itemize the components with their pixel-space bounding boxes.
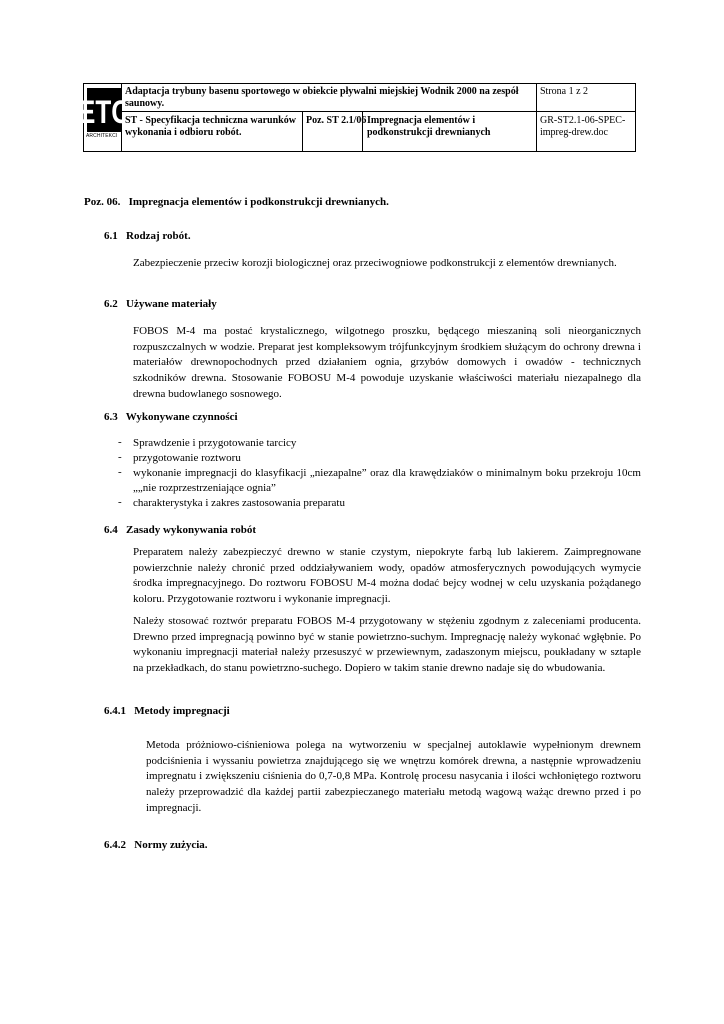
header-table	[78, 83, 636, 152]
header-spec: ST - Specyfikacja techniczna warunków wykonania i odbioru robót.	[125, 115, 296, 138]
section-6-2-title: 6.2 Używane materiały	[104, 298, 217, 310]
header-impregnacja: Impregnacja elementów i podkonstrukcji drewnianych	[367, 115, 491, 138]
header-filename: GR-ST2.1-06-SPEC-impreg-drew.doc	[540, 115, 626, 138]
section-6-4-text-2: Należy stosować roztwór preparatu FOBOS M-4 przygotowany w stężeniu zgodnym z zaleceniami producenta. Drewno przed impregnacją powinno być w stanie powietrzno-suchym. Impregnację należy wykonać wgłębnie. Po wykonaniu impregnacji materiał należy przesuszyć w przewiewnym, zadaszonym miejscu, poukładany w sztaple na przekładkach, do stanu powietrzno-suchego. Dopiero w takim stanie drewno nadaje się do wbudowania.	[133, 615, 641, 675]
header-page-number: Strona 1 z 2	[540, 86, 589, 97]
header-title: Adaptacja trybuny basenu sportowego w obiekcie pływalni miejskiej Wodnik 2000 na zespół saunowy.	[125, 86, 519, 109]
section-6-4-title: 6.4 Zasady wykonywania robót	[104, 524, 256, 536]
bullet-dash: -	[118, 436, 122, 448]
section-6-1-text: Zabezpieczenie przeciw korozji biologicznej oraz przeciwogniowe podkonstrukcji z elementów drewnianych.	[133, 257, 617, 269]
document-heading: Poz. 06. Impregnacja elementów i podkonstrukcji drewnianych.	[84, 196, 389, 208]
header-poz: Poz. ST 2.1/06	[306, 115, 367, 126]
list-item: Sprawdzenie i przygotowanie tarcicy	[133, 437, 297, 449]
section-6-4-2-title: 6.4.2 Normy zużycia.	[104, 839, 208, 851]
list-item: charakterystyka i zakres zastosowania preparatu	[133, 497, 345, 509]
logo-subtext: ARCHITEKCI	[86, 133, 118, 139]
list-item: wykonanie impregnacji do klasyfikacji „niezapalne” oraz dla krawędziaków o minimalnym boku przekroju 10cm „„nie rozprzestrzeniające ognia”	[133, 467, 641, 494]
section-6-2-text: FOBOS M-4 ma postać krystalicznego, wilgotnego proszku, będącego mieszaniną soli nieorganicznych rozpuszczalnych w wodzie. Preparat jest kompleksowym trójfunkcyjnym środkiem służącym do ochrony drewna i materiałów drewnopochodnych przed działaniem ognia, grzybów domowych i owadów - technicznych szkodników drewna. Stosowanie FOBOSU M-4 powoduje uzyskanie właściwości materiału niezapalnego dla drewna budowlanego sosnowego.	[133, 325, 641, 400]
list-item: przygotowanie roztworu	[133, 452, 241, 464]
bullet-dash: -	[118, 451, 122, 463]
bullet-dash: -	[118, 466, 122, 478]
section-6-1-title: 6.1 Rodzaj robót.	[104, 230, 191, 242]
section-6-4-1-title: 6.4.1 Metody impregnacji	[104, 705, 230, 717]
section-6-4-text-1: Preparatem należy zabezpieczyć drewno w stanie czystym, niepokryte farbą lub lakierem. Zaimpregnowane powierzchnie należy chronić przed oddziaływaniem wody, opadów atmosferycznych powodujących wymycie środka impregnacyjnego. Do roztworu FOBOSU M-4 można dodać bejcy wodnej w celu uzyskania pożądanego koloru. Przygotowanie roztworu i wykonanie impregnacji.	[133, 546, 641, 606]
section-6-4-1-text: Metoda próżniowo-ciśnieniowa polega na wytworzeniu w specjalnej autoklawie wypełnionym drewnem podciśnienia i wyssaniu powietrza znajdującego się we wnętrzu komórek drewna, a następnie wprowadzeniu impregnatu i zwiększeniu ciśnienia do 0,7-0,8 MPa. Kontrolę procesu nasycania i ilości wchłoniętego roztworu należy przeprowadzić dla każdej partii zabezpieczanego materiału metodą wagową ważąc drewno przed i po impregnacji.	[146, 739, 641, 814]
logo-text: ETC	[78, 94, 130, 131]
section-6-3-title: 6.3 Wykonywane czynności	[104, 411, 238, 423]
etc-logo	[78, 88, 130, 132]
bullet-dash: -	[118, 496, 122, 508]
